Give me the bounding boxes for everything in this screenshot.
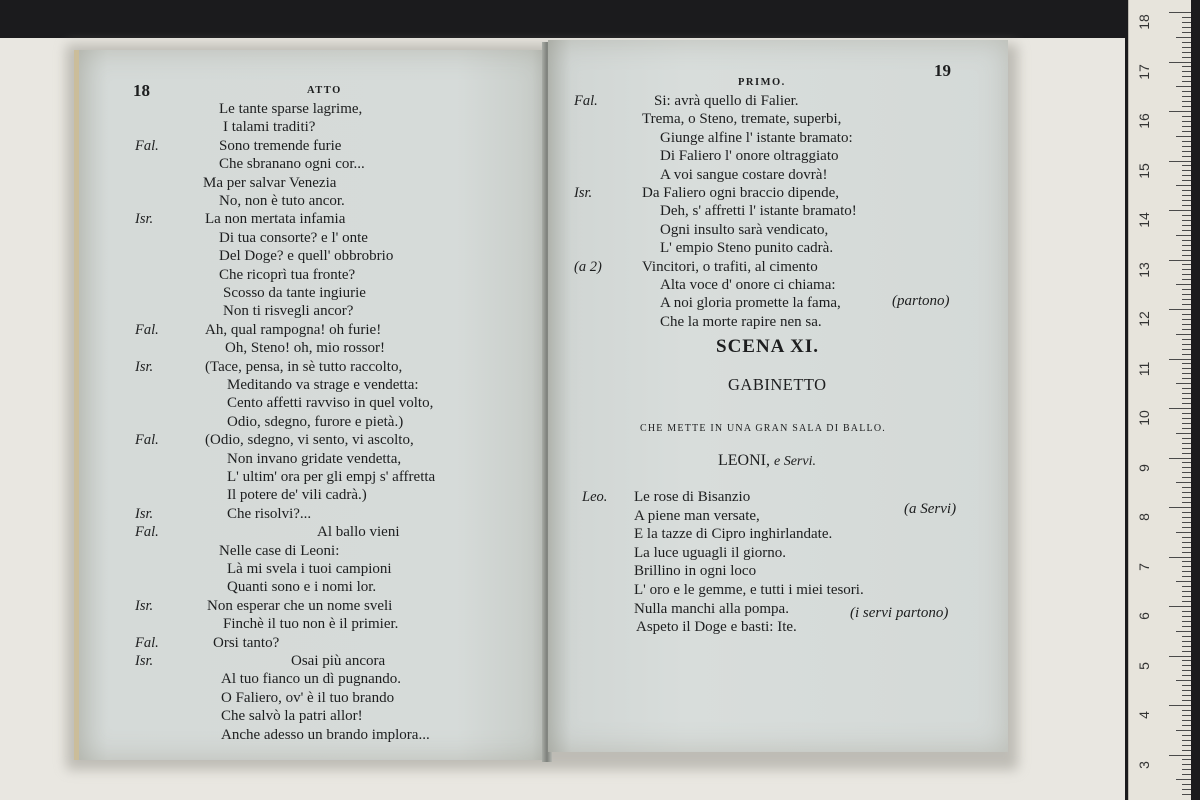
ruler-tick	[1182, 472, 1191, 473]
ruler-tick	[1169, 62, 1191, 63]
ruler-tick	[1176, 86, 1191, 87]
verse-line: Là mi svela i tuoi campioni	[227, 561, 392, 577]
ruler-tick	[1182, 571, 1191, 572]
ruler-tick	[1169, 111, 1191, 112]
ruler-tick	[1176, 482, 1191, 483]
verse-line: E la tazze di Cipro inghirlandate.	[634, 526, 833, 543]
verse-line: Di Faliero l' onore oltraggiato	[660, 148, 839, 165]
ruler-tick	[1169, 656, 1191, 657]
verse-line: Giunge alfine l' istante bramato:	[660, 129, 853, 146]
ruler-tick	[1182, 255, 1191, 256]
ruler-tick	[1182, 250, 1191, 251]
ruler-tick	[1182, 66, 1191, 67]
ruler-tick	[1182, 240, 1191, 241]
verse-line: Si: avrà quello di Falier.	[654, 93, 799, 109]
ruler-tick	[1182, 289, 1191, 290]
characters-heading	[718, 452, 816, 471]
ruler-tick	[1182, 106, 1191, 107]
ruler-tick	[1182, 512, 1191, 513]
ruler-tick	[1182, 205, 1191, 206]
ruler-tick	[1182, 784, 1191, 785]
ruler-tick	[1182, 363, 1191, 364]
ruler-tick	[1182, 388, 1191, 389]
verse-line: Che la morte rapire nen sa.	[660, 313, 822, 330]
running-head-left: ATTO	[307, 85, 342, 96]
ruler-number: 17	[1136, 63, 1152, 80]
ruler-tick	[1176, 334, 1191, 335]
ruler-tick	[1169, 309, 1191, 310]
ruler-tick	[1176, 235, 1191, 236]
ruler-number: 16	[1136, 113, 1152, 129]
verse-line: No, non è tuto ancor.	[219, 193, 345, 209]
ruler-tick	[1182, 230, 1191, 231]
ruler-tick	[1182, 670, 1191, 671]
ruler-tick	[1182, 52, 1191, 53]
ruler-tick	[1182, 264, 1191, 265]
ruler-tick	[1182, 651, 1191, 652]
measuring-ruler	[1128, 0, 1191, 800]
scene-title: SCENA XI.	[716, 336, 819, 357]
verse-line: (Tace, pensa, in sè tutto raccolto,	[205, 358, 403, 375]
ruler-tick	[1182, 151, 1191, 152]
ruler-tick	[1182, 71, 1191, 72]
ruler-tick	[1176, 383, 1191, 384]
ruler-tick	[1182, 477, 1191, 478]
ruler-number: 10	[1136, 410, 1152, 426]
ruler-tick	[1182, 601, 1191, 602]
ruler-tick	[1182, 596, 1191, 597]
ruler-number: 15	[1136, 162, 1152, 179]
verse-line: Alta voce d' onore ci chiama:	[660, 277, 836, 293]
ruler-tick	[1182, 428, 1191, 429]
ruler-number: 13	[1136, 261, 1152, 278]
ruler-tick	[1169, 458, 1191, 459]
ruler-tick	[1182, 299, 1191, 300]
verse-line: Ogni insulto sarà vendicato,	[660, 221, 829, 238]
ruler-tick	[1182, 547, 1191, 548]
ruler-tick	[1176, 680, 1191, 681]
ruler-tick	[1169, 12, 1191, 13]
ruler-tick	[1182, 116, 1191, 117]
ruler-tick	[1182, 740, 1191, 741]
ruler-tick	[1176, 185, 1191, 186]
ruler-tick	[1182, 393, 1191, 394]
ruler-tick	[1182, 695, 1191, 696]
verse-line: Ma per salvar Venezia	[203, 174, 337, 191]
ruler-tick	[1182, 200, 1191, 201]
ruler-tick	[1182, 403, 1191, 404]
exit-note: (partono)	[892, 293, 950, 309]
ruler-tick	[1182, 349, 1191, 350]
ruler-number: 9	[1136, 463, 1152, 472]
ruler-tick	[1182, 42, 1191, 43]
ruler-tick	[1176, 433, 1191, 434]
ruler-tick	[1182, 378, 1191, 379]
ruler-tick	[1182, 586, 1191, 587]
ruler-tick	[1182, 279, 1191, 280]
ruler-tick	[1182, 32, 1191, 33]
ruler-tick	[1182, 646, 1191, 647]
ruler-tick	[1182, 101, 1191, 102]
ruler-tick	[1182, 527, 1191, 528]
ruler-tick	[1182, 180, 1191, 181]
verse-line: Nelle case di Leoni:	[219, 542, 340, 559]
speaker-label: (a 2)	[574, 258, 602, 275]
verse-line: Le rose di Bisanzio	[634, 489, 751, 505]
ruler-tick	[1182, 690, 1191, 691]
ruler-tick	[1182, 22, 1191, 23]
ruler-tick	[1182, 190, 1191, 191]
verse-line: Ah, qual rampogna! oh furie!	[205, 321, 382, 338]
verse-line: Deh, s' affretti l' istante bramato!	[660, 203, 857, 220]
ruler-tick	[1182, 517, 1191, 518]
verse-line: Finchè il tuo non è il primier.	[223, 616, 399, 633]
ruler-tick	[1182, 660, 1191, 661]
verse-line: L' ultim' ora per gli empj s' affretta	[227, 469, 436, 485]
page-number-right: 19	[934, 61, 951, 80]
characters-italic: e Servi.	[773, 454, 816, 469]
ruler-tick	[1182, 91, 1191, 92]
ruler-tick	[1182, 487, 1191, 488]
speaker-label: Isr.	[135, 597, 154, 614]
verse-line: Che sbranano ogni cor...	[219, 156, 365, 173]
verse-line: Vincitori, o trafiti, al cimento	[642, 258, 818, 275]
verse-line: Sono tremende furie	[219, 137, 342, 154]
ruler-tick	[1176, 779, 1191, 780]
ruler-tick	[1182, 566, 1191, 567]
ruler-number: 5	[1136, 661, 1152, 670]
ruler-tick	[1182, 438, 1191, 439]
exit-servi: (i servi partono)	[850, 605, 949, 621]
ruler-tick	[1182, 715, 1191, 716]
ruler-tick	[1169, 161, 1191, 162]
ruler-tick	[1169, 557, 1191, 558]
ruler-tick	[1176, 581, 1191, 582]
verse-line: Che salvò la patri allor!	[221, 708, 363, 725]
ruler-tick	[1182, 220, 1191, 221]
ruler-tick	[1182, 47, 1191, 48]
ruler-tick	[1169, 408, 1191, 409]
speaker-label: Fal.	[135, 321, 159, 338]
speaker-label: Fal.	[135, 634, 159, 651]
ruler-tick	[1169, 359, 1191, 360]
ruler-tick	[1182, 373, 1191, 374]
verse-line: Non ti risvegli ancor?	[223, 303, 354, 320]
ruler-tick	[1182, 146, 1191, 147]
ruler-tick	[1182, 121, 1191, 122]
running-head-right: PRIMO.	[738, 77, 786, 88]
verse-line: Da Faliero ogni braccio dipende,	[642, 185, 840, 201]
ruler-tick	[1176, 730, 1191, 731]
speaker-label: Fal.	[135, 432, 159, 449]
ruler-tick	[1182, 17, 1191, 18]
verse-line: A piene man versate,	[634, 507, 760, 524]
verse-line: Che ricoprì tua fronte?	[219, 266, 356, 283]
ruler-tick	[1182, 339, 1191, 340]
ruler-tick	[1169, 210, 1191, 211]
ruler-tick	[1182, 636, 1191, 637]
verse-line: Oh, Steno! oh, mio rossor!	[225, 340, 385, 357]
verse-line: Odio, sdegno, furore e pietà.)	[227, 413, 404, 430]
verse-line: Scosso da tante ingiurie	[223, 285, 366, 301]
ruler-tick	[1182, 675, 1191, 676]
ruler-tick	[1182, 497, 1191, 498]
ruler-tick	[1182, 725, 1191, 726]
verse-line: Quanti sono e i nomi lor.	[227, 579, 377, 596]
verse-line: Il potere de' vili cadrà.)	[227, 487, 367, 504]
ruler-tick	[1182, 462, 1191, 463]
ruler-tick	[1169, 606, 1191, 607]
ruler-tick	[1182, 453, 1191, 454]
verse-line: Osai più ancora	[291, 653, 386, 669]
ruler-tick	[1176, 136, 1191, 137]
speaker-label: Isr.	[135, 211, 154, 228]
verse-line: Trema, o Steno, tremate, superbi,	[642, 111, 842, 128]
verse-line: Del Doge? e quell' obbrobrio	[219, 248, 394, 265]
ruler-number: 6	[1136, 612, 1152, 620]
ruler-tick	[1182, 710, 1191, 711]
ruler-tick	[1182, 126, 1191, 127]
page-number-left: 18	[133, 81, 150, 100]
speaker-label: Isr.	[135, 358, 154, 375]
verse-line: Non esperar che un nome sveli	[207, 597, 393, 614]
ruler-tick	[1182, 750, 1191, 751]
ruler-tick	[1182, 131, 1191, 132]
verse-line: Che risolvi?...	[227, 505, 312, 522]
ruler-tick	[1182, 344, 1191, 345]
ruler-tick	[1182, 611, 1191, 612]
ruler-tick	[1182, 413, 1191, 414]
ruler-tick	[1182, 329, 1191, 330]
ruler-number: 8	[1136, 513, 1152, 521]
left-page	[74, 50, 551, 760]
ruler-tick	[1182, 561, 1191, 562]
ruler-tick	[1176, 631, 1191, 632]
ruler-number: 12	[1136, 311, 1152, 327]
ruler-tick	[1182, 552, 1191, 553]
ruler-tick	[1169, 507, 1191, 508]
ruler-tick	[1182, 418, 1191, 419]
ruler-tick	[1182, 492, 1191, 493]
ruler-tick	[1182, 522, 1191, 523]
verse-line: Le tante sparse lagrime,	[219, 101, 363, 117]
ruler-tick	[1182, 170, 1191, 171]
aside-servi: (a Servi)	[904, 501, 957, 517]
ruler-tick	[1182, 502, 1191, 503]
ruler-tick	[1182, 368, 1191, 369]
ruler-tick	[1182, 794, 1191, 795]
ruler-tick	[1182, 269, 1191, 270]
ruler-tick	[1182, 423, 1191, 424]
speaker-label: Isr.	[135, 505, 154, 522]
verse-line: Al tuo fianco un dì pugnando.	[221, 671, 401, 688]
speaker-label: Fal.	[135, 137, 159, 154]
ruler-tick	[1182, 294, 1191, 295]
ruler-tick	[1182, 616, 1191, 617]
verse-line: Nulla manchi alla pompa.	[634, 600, 789, 617]
ruler-number: 14	[1136, 212, 1152, 228]
ruler-tick	[1182, 700, 1191, 701]
verse-line: A noi gloria promette la fama,	[660, 295, 841, 312]
ruler-tick	[1182, 314, 1191, 315]
ruler-tick	[1182, 156, 1191, 157]
speaker-label: Fal.	[135, 524, 159, 541]
ruler-tick	[1182, 720, 1191, 721]
ruler-tick	[1182, 626, 1191, 627]
ruler-tick	[1182, 621, 1191, 622]
verse-line: O Faliero, ov' è il tuo brando	[221, 689, 395, 706]
verse-line: Brillino in ogni loco	[634, 563, 757, 580]
characters-main: LEONI,	[718, 452, 770, 469]
stage-direction: CHE METTE IN UNA GRAN SALA DI BALLO.	[640, 423, 886, 434]
ruler-tick	[1169, 755, 1191, 756]
ruler-tick	[1182, 245, 1191, 246]
ruler-tick	[1182, 175, 1191, 176]
ruler-tick	[1182, 685, 1191, 686]
ruler-number: 11	[1136, 361, 1152, 376]
scene-location: GABINETTO	[728, 375, 827, 394]
ruler-tick	[1176, 37, 1191, 38]
ruler-tick	[1182, 398, 1191, 399]
ruler-number: 18	[1136, 14, 1152, 30]
verse-line: Orsi tanto?	[213, 634, 280, 651]
ruler-tick	[1182, 769, 1191, 770]
ruler-tick	[1182, 141, 1191, 142]
verse-line: La luce uguagli il giorno.	[634, 544, 787, 561]
ruler-tick	[1182, 443, 1191, 444]
verse-line: Cento affetti ravviso in quel volto,	[227, 395, 434, 412]
verse-line: I talami traditi?	[223, 119, 316, 136]
right-page	[548, 40, 1008, 752]
ruler-tick	[1182, 542, 1191, 543]
verse-line: Aspeto il Doge e basti: Ite.	[636, 619, 797, 636]
verse-line: Di tua consorte? e l' onte	[219, 229, 368, 246]
ruler-tick	[1182, 745, 1191, 746]
verse-line: (Odio, sdegno, vi sento, vi ascolto,	[205, 432, 414, 449]
ruler-tick	[1169, 260, 1191, 261]
ruler-tick	[1182, 759, 1191, 760]
verse-line: L' oro e le gemme, e tutti i miei tesori.	[634, 582, 864, 598]
ruler-tick	[1182, 304, 1191, 305]
verse-line: Meditando va strage e vendetta:	[227, 377, 419, 393]
ruler-tick	[1182, 225, 1191, 226]
ruler-tick	[1182, 665, 1191, 666]
ruler-tick	[1182, 81, 1191, 82]
ruler-tick	[1176, 532, 1191, 533]
ruler-tick	[1182, 591, 1191, 592]
verse-line: A voi sangue costare dovrà!	[660, 166, 828, 183]
ruler-tick	[1182, 57, 1191, 58]
ruler-tick	[1182, 96, 1191, 97]
speaker-label: Fal.	[574, 93, 598, 109]
ruler-tick	[1176, 284, 1191, 285]
ruler-tick	[1182, 27, 1191, 28]
ruler-tick	[1182, 76, 1191, 77]
verse-line: L' empio Steno punito cadrà.	[660, 240, 834, 257]
ruler-tick	[1182, 324, 1191, 325]
verse-line: La non mertata infamia	[205, 211, 346, 228]
ruler-tick	[1182, 195, 1191, 196]
ruler-tick	[1182, 537, 1191, 538]
ruler-tick	[1182, 274, 1191, 275]
ruler-tick	[1182, 319, 1191, 320]
ruler-tick	[1182, 215, 1191, 216]
ruler-tick	[1182, 576, 1191, 577]
ruler-tick	[1182, 165, 1191, 166]
ruler-tick	[1169, 705, 1191, 706]
ruler-tick	[1182, 735, 1191, 736]
ruler-tick	[1182, 354, 1191, 355]
verse-line: Al ballo vieni	[317, 524, 400, 541]
speaker-label: Isr.	[574, 185, 593, 201]
ruler-tick	[1182, 774, 1191, 775]
verse-line: Non invano gridate vendetta,	[227, 450, 402, 467]
verse-line: Anche adesso un brando implora...	[221, 726, 430, 743]
ruler-number: 7	[1136, 562, 1152, 571]
speaker-label: Isr.	[135, 653, 154, 669]
ruler-tick	[1182, 789, 1191, 790]
ruler-number: 4	[1136, 711, 1152, 719]
ruler-tick	[1182, 448, 1191, 449]
ruler-number: 3	[1136, 760, 1152, 769]
ruler-tick	[1182, 467, 1191, 468]
ruler-tick	[1182, 641, 1191, 642]
ruler-tick	[1182, 764, 1191, 765]
speaker-label: Leo.	[582, 489, 608, 505]
